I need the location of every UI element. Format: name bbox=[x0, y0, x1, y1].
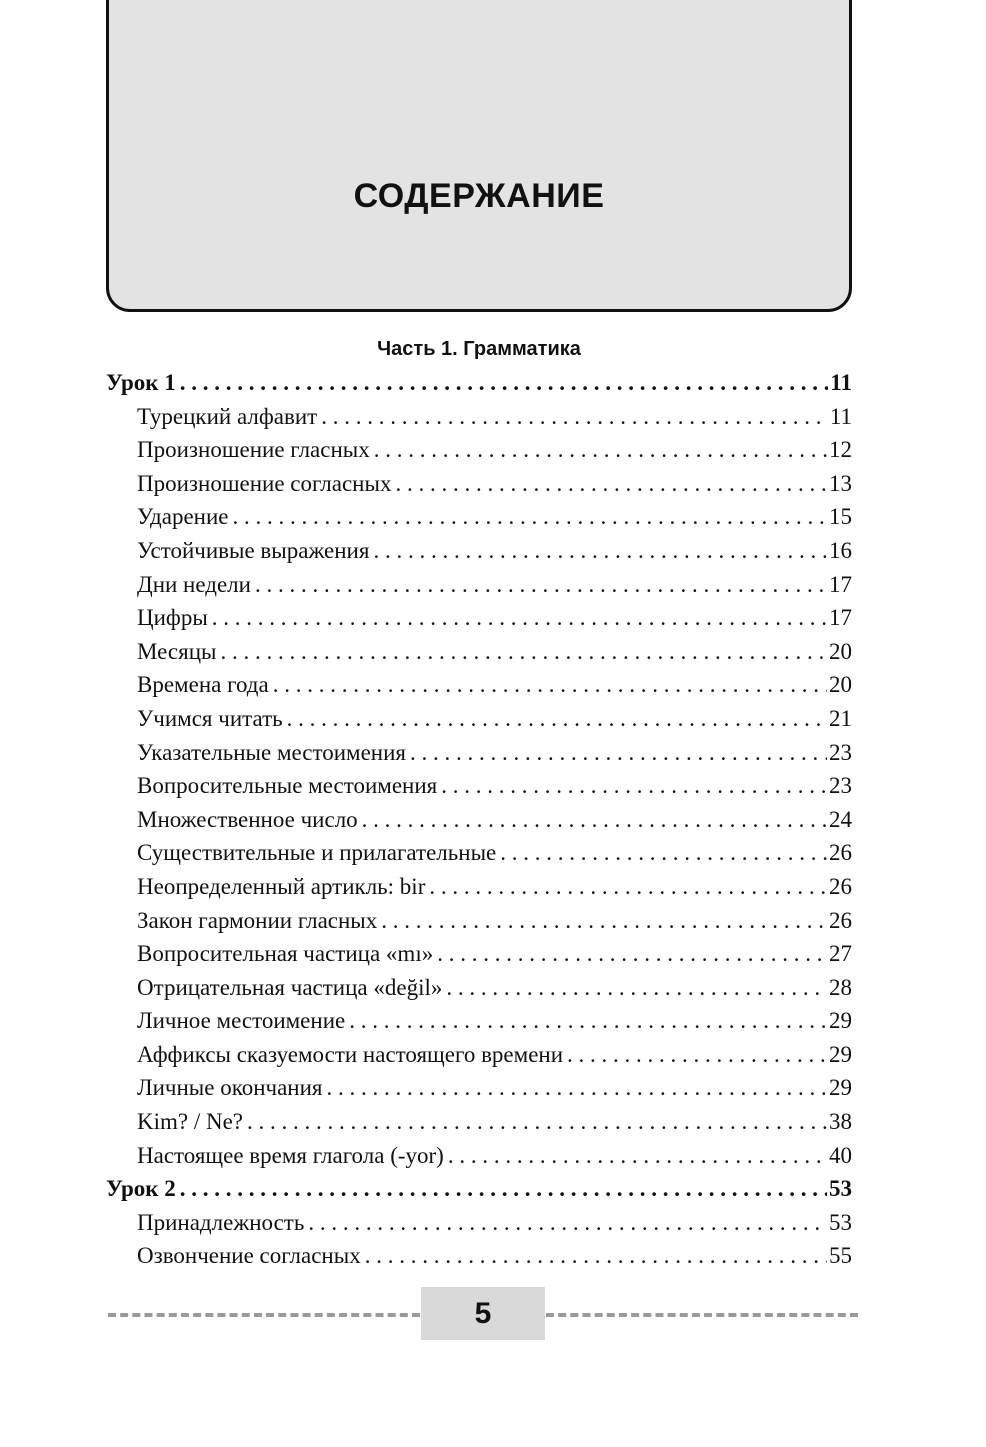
toc-entry-label: Отрицательная частица «değil» bbox=[137, 971, 446, 1005]
toc-entry-label: Закон гармонии гласных bbox=[137, 904, 381, 938]
toc-entry[interactable] bbox=[106, 736, 852, 770]
toc-entry-label: Неопределенный артикль: bir bbox=[137, 870, 429, 904]
dot-leader bbox=[500, 836, 827, 870]
dot-leader bbox=[374, 433, 827, 467]
toc-entry-page: 23 bbox=[829, 773, 852, 799]
toc-entry-label: Множественное число bbox=[137, 803, 362, 837]
toc-entry-label: Ударение bbox=[137, 500, 233, 534]
dot-leader bbox=[308, 1206, 827, 1240]
dot-leader bbox=[373, 534, 827, 568]
dot-leader bbox=[349, 1004, 827, 1038]
toc-entry-page: 38 bbox=[829, 1109, 852, 1135]
toc-entry-page: 20 bbox=[829, 672, 852, 698]
toc-entry-label: Существительные и прилагательные bbox=[137, 836, 500, 870]
toc-entry[interactable] bbox=[106, 1004, 852, 1038]
toc-entry[interactable] bbox=[106, 1139, 852, 1173]
toc-entry[interactable] bbox=[106, 467, 852, 501]
toc-entry-page: 55 bbox=[829, 1243, 852, 1269]
dot-leader bbox=[567, 1038, 827, 1072]
toc-entry[interactable] bbox=[106, 1206, 852, 1240]
dot-leader bbox=[220, 635, 827, 669]
dot-leader bbox=[212, 601, 827, 635]
toc-entry-label: Вопросительные местоимения bbox=[137, 769, 441, 803]
toc-entry-label: Месяцы bbox=[137, 635, 220, 669]
toc-entry-page: 12 bbox=[829, 437, 852, 463]
toc-entry-label: Турецкий алфавит bbox=[137, 400, 321, 434]
page-number: 5 bbox=[421, 1287, 545, 1340]
toc-entry[interactable] bbox=[106, 668, 852, 702]
toc-entry-page: 23 bbox=[829, 739, 852, 765]
footer-divider-left bbox=[108, 1313, 420, 1317]
toc-entry-label: Произношение согласных bbox=[137, 467, 395, 501]
dot-leader bbox=[287, 702, 827, 736]
toc-entry[interactable] bbox=[106, 500, 852, 534]
toc-entry-page: 40 bbox=[829, 1142, 852, 1168]
dot-leader bbox=[437, 937, 827, 971]
toc-entry[interactable] bbox=[106, 1071, 852, 1105]
dot-leader bbox=[446, 971, 827, 1005]
toc-entry-page: 24 bbox=[829, 806, 852, 832]
toc-entry-label: Урок 1 bbox=[106, 366, 180, 400]
dot-leader bbox=[180, 1172, 827, 1206]
toc-entry[interactable] bbox=[106, 1038, 852, 1072]
toc-entry-page: 20 bbox=[829, 638, 852, 664]
toc-entry-page: 21 bbox=[829, 705, 852, 731]
table-of-contents bbox=[106, 366, 852, 1273]
toc-entry-page: 13 bbox=[829, 470, 852, 496]
toc-entry-label: Озвончение согласных bbox=[137, 1239, 365, 1273]
toc-entry-label: Времена года bbox=[137, 668, 273, 702]
page-title: СОДЕРЖАНИЕ bbox=[353, 177, 605, 215]
toc-entry-page: 26 bbox=[829, 907, 852, 933]
toc-entry-label: Урок 2 bbox=[106, 1172, 180, 1206]
toc-entry[interactable] bbox=[106, 836, 852, 870]
toc-entry-page: 28 bbox=[829, 974, 852, 1000]
toc-entry[interactable] bbox=[106, 803, 852, 837]
toc-entry[interactable] bbox=[106, 601, 852, 635]
toc-entry[interactable] bbox=[106, 769, 852, 803]
toc-entry-page: 17 bbox=[829, 571, 852, 597]
toc-entry-label: Вопросительная частица «mı» bbox=[137, 937, 437, 971]
toc-entry-page: 53 bbox=[829, 1176, 852, 1202]
toc-entry-page: 26 bbox=[829, 873, 852, 899]
dot-leader bbox=[365, 1239, 827, 1273]
toc-entry-label: Принадлежность bbox=[137, 1206, 308, 1240]
toc-entry-label: Цифры bbox=[137, 601, 212, 635]
dot-leader bbox=[233, 500, 827, 534]
toc-entry-page: 29 bbox=[829, 1008, 852, 1034]
toc-lesson-entry[interactable] bbox=[106, 1172, 852, 1206]
toc-entry-label: Настоящее время глагола (-yor) bbox=[137, 1139, 448, 1173]
toc-entry-label: Указательные местоимения bbox=[137, 736, 410, 770]
dot-leader bbox=[429, 870, 827, 904]
toc-entry[interactable] bbox=[106, 534, 852, 568]
dot-leader bbox=[381, 904, 827, 938]
toc-entry-page: 29 bbox=[829, 1041, 852, 1067]
toc-entry[interactable] bbox=[106, 400, 852, 434]
toc-entry[interactable] bbox=[106, 870, 852, 904]
toc-entry[interactable] bbox=[106, 1105, 852, 1139]
toc-entry[interactable] bbox=[106, 702, 852, 736]
toc-entry-page: 17 bbox=[829, 605, 852, 631]
dot-leader bbox=[255, 568, 827, 602]
dot-leader bbox=[410, 736, 827, 770]
toc-entry-label: Личное местоимение bbox=[137, 1004, 349, 1038]
toc-entry[interactable] bbox=[106, 1239, 852, 1273]
toc-lesson-entry[interactable] bbox=[106, 366, 852, 400]
toc-entry-label: Kim? / Ne? bbox=[137, 1105, 247, 1139]
toc-entry-page: 53 bbox=[829, 1209, 852, 1235]
part-title: Часть 1. Грамматика bbox=[377, 338, 581, 360]
toc-entry[interactable] bbox=[106, 433, 852, 467]
dot-leader bbox=[362, 803, 827, 837]
toc-entry-page: 26 bbox=[829, 840, 852, 866]
dot-leader bbox=[395, 467, 827, 501]
toc-entry-page: 11 bbox=[829, 403, 852, 429]
dot-leader bbox=[180, 366, 828, 400]
toc-entry-label: Дни недели bbox=[137, 568, 255, 602]
toc-entry[interactable] bbox=[106, 971, 852, 1005]
toc-entry[interactable] bbox=[106, 937, 852, 971]
toc-entry-page: 11 bbox=[830, 370, 852, 395]
toc-entry[interactable] bbox=[106, 635, 852, 669]
toc-entry-page: 29 bbox=[829, 1075, 852, 1101]
toc-entry-page: 27 bbox=[829, 941, 852, 967]
dot-leader bbox=[326, 1071, 827, 1105]
toc-entry-label: Аффиксы сказуемости настоящего времени bbox=[137, 1038, 567, 1072]
toc-entry-label: Личные окончания bbox=[137, 1071, 326, 1105]
dot-leader bbox=[321, 400, 828, 434]
toc-entry-label: Произношение гласных bbox=[137, 433, 374, 467]
footer-divider-right bbox=[546, 1313, 858, 1317]
toc-entry-page: 16 bbox=[829, 537, 852, 563]
toc-entry[interactable] bbox=[106, 904, 852, 938]
dot-leader bbox=[273, 668, 827, 702]
toc-entry-label: Устойчивые выражения bbox=[137, 534, 373, 568]
dot-leader bbox=[448, 1139, 827, 1173]
dot-leader bbox=[441, 769, 827, 803]
dot-leader bbox=[247, 1105, 827, 1139]
toc-entry[interactable] bbox=[106, 568, 852, 602]
toc-entry-label: Учимся читать bbox=[137, 702, 287, 736]
header-box bbox=[106, 0, 852, 312]
toc-entry-page: 15 bbox=[829, 504, 852, 530]
